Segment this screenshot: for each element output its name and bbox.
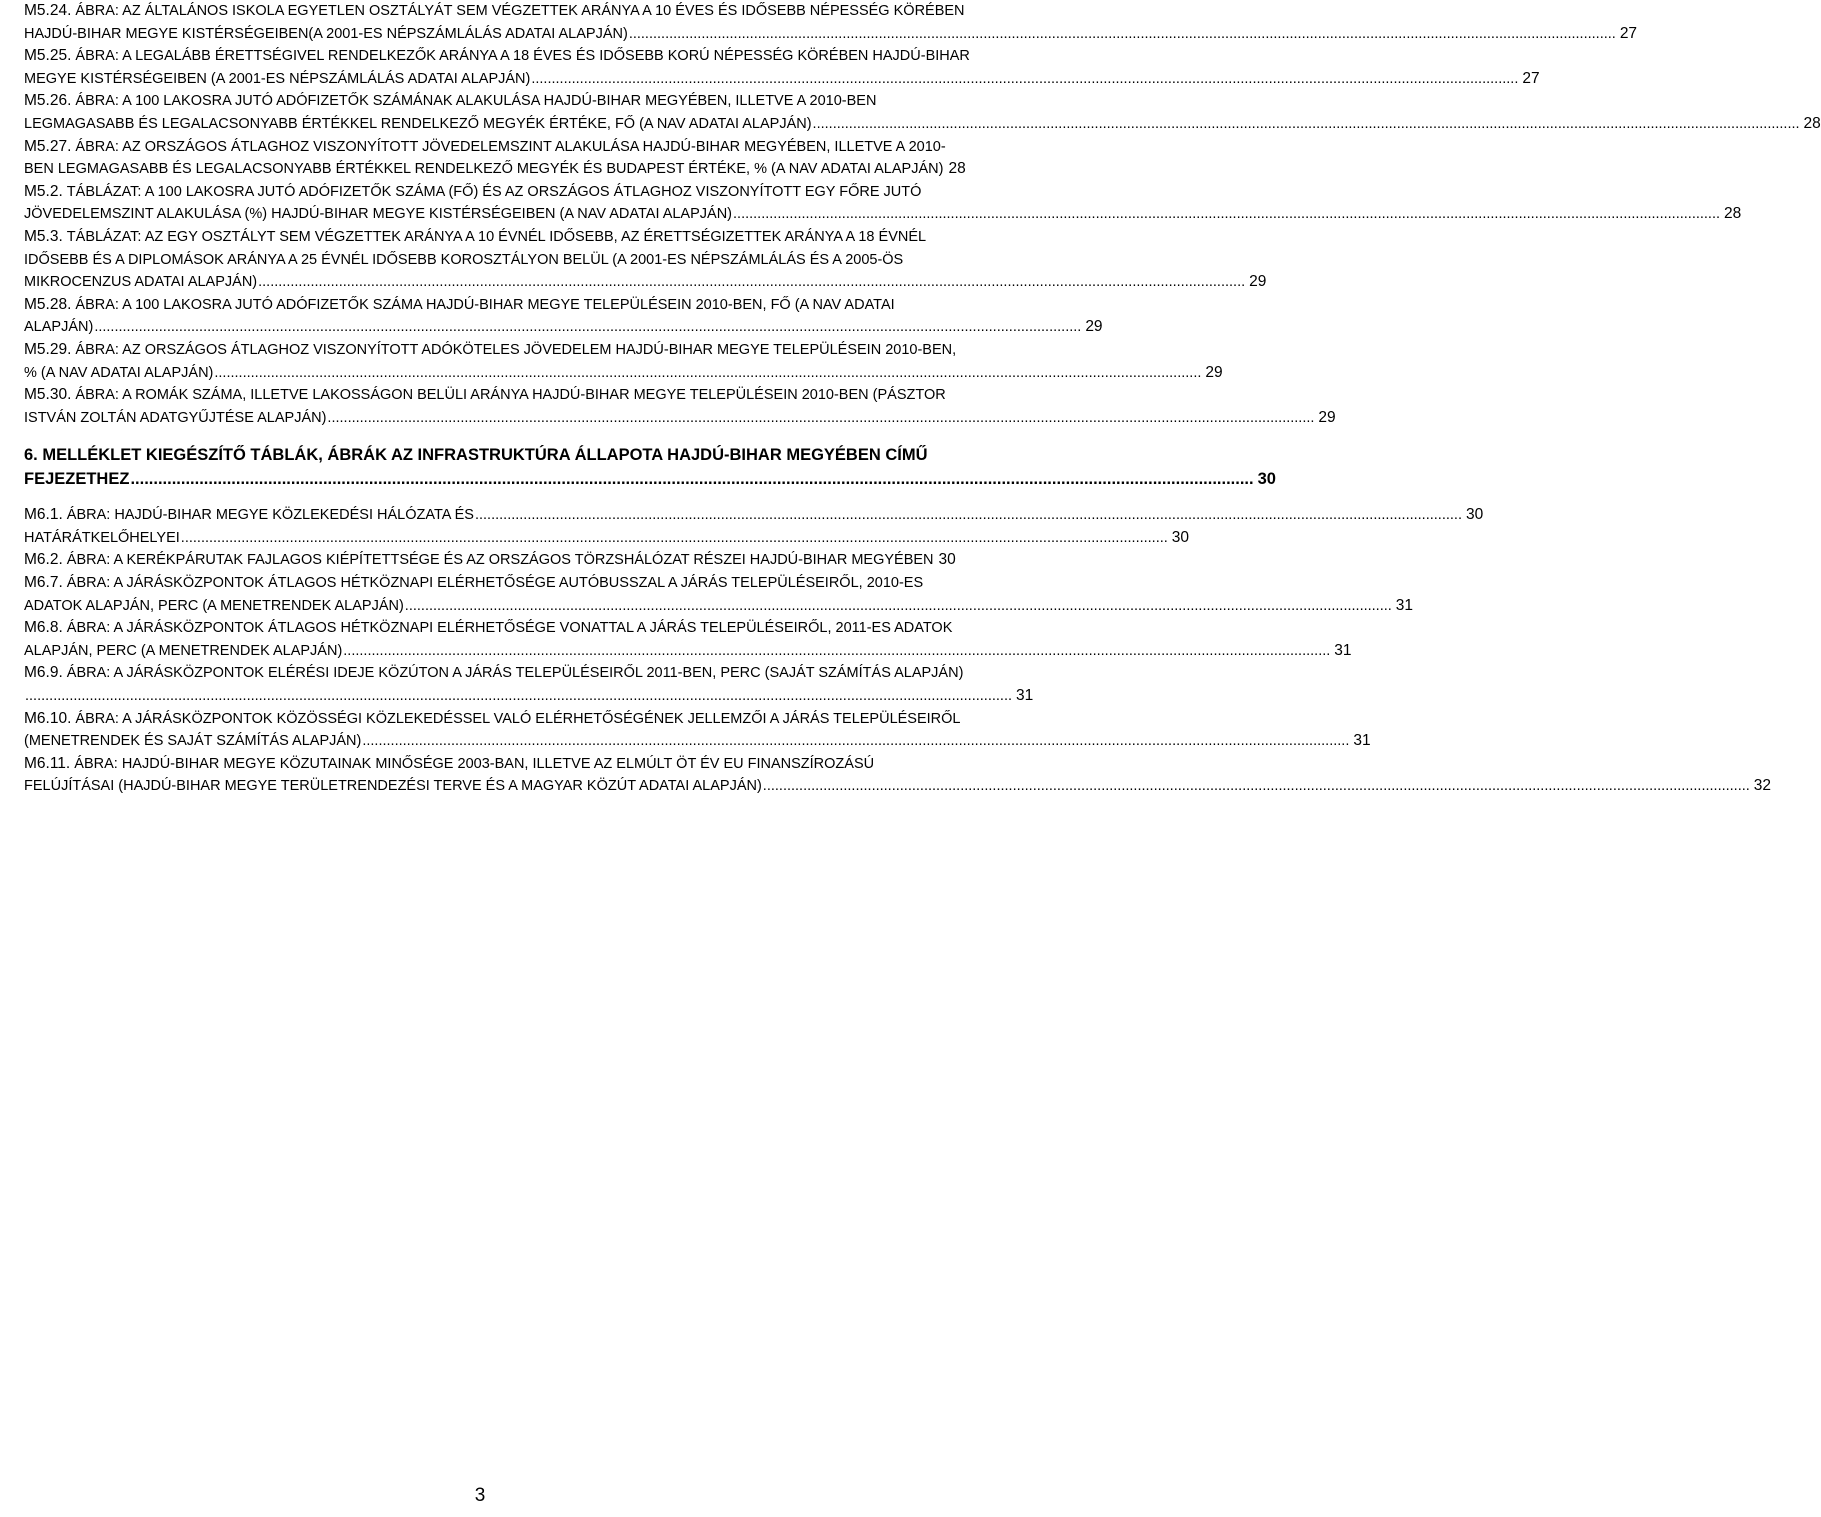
page-ref: 31 bbox=[1334, 641, 1352, 659]
leader-dots bbox=[531, 68, 1518, 91]
toc-chapter-6[interactable]: 6. MELLÉKLET KIEGÉSZÍTŐ TÁBLÁK, ÁBRÁK AZ INFRASTRUKTÚRA ÁLLAPOTA HAJDÚ-BIHAR MEGYÉBEN CÍMŰ FEJEZETHEZ ..... 30 bbox=[24, 443, 936, 491]
page-ref: 30 bbox=[1171, 528, 1190, 546]
toc-entry-m5-table-3[interactable]: M5.3. TÁBLÁZAT: AZ EGY OSZTÁLYT SEM VÉGZETTEK ARÁNYA A 10 ÉVNÉL IDŐSEBB, AZ ÉRETTSÉGIZETTEK ARÁNYA A 18 ÉVNÉL IDŐSEBB ÉS A DIPLOMÁSOK ARÁNYA A 25 ÉVNÉL IDŐSEBB KOROSZTÁLYON BELÜL (A 2001-ES NÉPSZÁMLÁLÁS ÉS A 2005-ÖS MIKROCENZUS ADATAI ALAPJÁN) ..... 29 bbox=[24, 226, 936, 294]
toc-entry-m5-table-2[interactable]: M5.2. TÁBLÁZAT: A 100 LAKOSRA JUTÓ ADÓFIZETŐK SZÁMA (FŐ) ÉS AZ ORSZÁGOS ÁTLAGHOZ VISZONYÍTOTT EGY FŐRE JUTÓ JÖVEDELEMSZINT ALAKULÁSA (%) HAJDÚ-BIHAR MEGYE KISTÉRSÉGEIBEN (A NAV ADATAI ALAPJÁN) ..... 28 bbox=[24, 181, 936, 226]
page-ref: 29 bbox=[1318, 408, 1336, 426]
leader-dots bbox=[214, 362, 1201, 385]
page-ref: 31 bbox=[1353, 732, 1371, 750]
leader-dots bbox=[327, 407, 1314, 430]
toc-entry-m6-11[interactable]: M6.11. ÁBRA: HAJDÚ-BIHAR MEGYE KÖZUTAINAK MINŐSÉGE 2003-BAN, ILLETVE AZ ELMÚLT ÖT ÉV EU FINANSZÍROZÁSÚ FELÚJÍTÁSAI (HAJDÚ-BIHAR MEGYE TERÜLETRENDEZÉSI TERVE ÉS A MAGYAR KÖZÚT ADATAI ALAPJÁN) ..... 32 bbox=[24, 753, 936, 798]
toc-page bbox=[24, 0, 1821, 798]
leader-dots bbox=[130, 467, 1253, 491]
page-ref: 28 bbox=[948, 160, 966, 178]
leader-dots bbox=[94, 316, 1081, 339]
toc-entry-m5-28[interactable]: M5.28. ÁBRA: A 100 LAKOSRA JUTÓ ADÓFIZETŐK SZÁMA HAJDÚ-BIHAR MEGYE TELEPÜLÉSEIN 2010-BEN, FŐ (A NAV ADATAI ALAPJÁN) ..... 29 bbox=[24, 294, 936, 339]
page-ref: 30 bbox=[1465, 506, 1484, 524]
leader-dots bbox=[362, 730, 1349, 753]
leader-dots bbox=[405, 595, 1392, 618]
page-ref: 32 bbox=[1753, 777, 1772, 795]
page-ref: 29 bbox=[1249, 273, 1267, 291]
toc-section-m6 bbox=[24, 504, 1772, 798]
toc-entry-m6-2[interactable]: M6.2. ÁBRA: A KERÉKPÁRUTAK FAJLAGOS KIÉPÍTETTSÉGE ÉS AZ ORSZÁGOS TÖRZSHÁLÓZAT RÉSZEI HAJDÚ-BIHAR MEGYÉBEN 30 bbox=[24, 549, 936, 572]
toc-entry-m6-1b[interactable]: HATÁRÁTKELŐHELYEI ..... 30 bbox=[24, 527, 936, 550]
page-ref: 31 bbox=[1395, 596, 1414, 614]
page-ref: 30 bbox=[1257, 470, 1276, 489]
toc-entry-m5-27[interactable]: M5.27. ÁBRA: AZ ORSZÁGOS ÁTLAGHOZ VISZONYÍTOTT JÖVEDELEMSZINT ALAKULÁSA HAJDÚ-BIHAR MEGYÉBEN, ILLETVE A 2010- BEN LEGMAGASABB ÉS LEGALACSONYABB ÉRTÉKKEL RENDELKEZŐ MEGYÉK ÉS BUDAPEST ÉRTÉKE, % (A NAV ADATAI ALAPJÁN) 28 bbox=[24, 136, 936, 181]
toc-entry-m5-25[interactable]: M5.25. ÁBRA: A LEGALÁBB ÉRETTSÉGIVEL RENDELKEZŐK ARÁNYA A 18 ÉVES ÉS IDŐSEBB KORÚ NÉPESSÉG KÖRÉBEN HAJDÚ-BIHAR MEGYE KISTÉRSÉGEIBEN (A 2001-ES NÉPSZÁMLÁLÁS ADATAI ALAPJÁN) ..... 27 bbox=[24, 45, 936, 90]
toc-entry-m5-30[interactable]: M5.30. ÁBRA: A ROMÁK SZÁMA, ILLETVE LAKOSSÁGON BELÜLI ARÁNYA HAJDÚ-BIHAR MEGYE TELEPÜLÉSEIN 2010-BEN (PÁSZTOR ISTVÁN ZOLTÁN ADATGYŰJTÉSE ALAPJÁN) ..... 29 bbox=[24, 384, 936, 429]
toc-entry-m5-24[interactable]: M5.24. ÁBRA: AZ ÁLTALÁNOS ISKOLA EGYETLEN OSZTÁLYÁT SEM VÉGZETTEK ARÁNYA A 10 ÉVES ÉS IDŐSEBB NÉPESSÉG KÖRÉBEN HAJDÚ-BIHAR MEGYE KISTÉRSÉGEIBEN(A 2001-ES NÉPSZÁMLÁLÁS ADATAI ALAPJÁN) ..... 27 bbox=[24, 0, 936, 45]
toc-entry-m5-29[interactable]: M5.29. ÁBRA: AZ ORSZÁGOS ÁTLAGHOZ VISZONYÍTOTT ADÓKÖTELES JÖVEDELEM HAJDÚ-BIHAR MEGYE TELEPÜLÉSEIN 2010-BEN, % (A NAV ADATAI ALAPJÁN) ..... 29 bbox=[24, 339, 936, 384]
toc-entry-m6-10[interactable]: M6.10. ÁBRA: A JÁRÁSKÖZPONTOK KÖZÖSSÉGI KÖZLEKEDÉSSEL VALÓ ELÉRHETŐSÉGÉNEK JELLEMZŐI A JÁRÁS TELEPÜLÉSEIRŐL (MENETRENDEK ÉS SAJÁT SZÁMÍTÁS ALAPJÁN) ..... 31 bbox=[24, 708, 936, 753]
leader-dots bbox=[629, 23, 1616, 46]
leader-dots bbox=[343, 640, 1330, 663]
page-ref: 29 bbox=[1205, 363, 1223, 381]
leader-dots bbox=[181, 527, 1168, 550]
toc-section-m5 bbox=[24, 0, 1821, 429]
toc-entry-m6-1[interactable]: M6.1. ÁBRA: HAJDÚ-BIHAR MEGYE KÖZLEKEDÉSI HÁLÓZATA ÉS ..... 30 bbox=[24, 504, 936, 527]
page-number: 3 bbox=[474, 1485, 486, 1506]
page-ref: 28 bbox=[1724, 205, 1742, 223]
chapter-title: 6. MELLÉKLET KIEGÉSZÍTŐ TÁBLÁK, ÁBRÁK AZ INFRASTRUKTÚRA ÁLLAPOTA HAJDÚ-BIHAR MEGYÉBEN CÍMŰ bbox=[24, 446, 928, 465]
toc-entry-m6-7[interactable]: M6.7. ÁBRA: A JÁRÁSKÖZPONTOK ÁTLAGOS HÉTKÖZNAPI ELÉRHETŐSÉGE AUTÓBUSSZAL A JÁRÁS TELEPÜLÉSEIRŐL, 2010-ES ADATOK ALAPJÁN, PERC (A MENETRENDEK ALAPJÁN) ..... 31 bbox=[24, 572, 936, 617]
leader-dots bbox=[258, 271, 1245, 294]
leader-dots bbox=[25, 685, 1012, 708]
toc-entry-m6-9[interactable]: M6.9. ÁBRA: A JÁRÁSKÖZPONTOK ELÉRÉSI IDEJE KÖZÚTON A JÁRÁS TELEPÜLÉSEIRŐL 2011-BEN, PERC (SAJÁT SZÁMÍTÁS ALAPJÁN) ..... 31 bbox=[24, 662, 936, 707]
page-ref: 28 bbox=[1803, 114, 1821, 132]
page-ref: 31 bbox=[1016, 687, 1034, 705]
toc-entry-m5-26[interactable]: M5.26. ÁBRA: A 100 LAKOSRA JUTÓ ADÓFIZETŐK SZÁMÁNAK ALAKULÁSA HAJDÚ-BIHAR MEGYÉBEN, ILLETVE A 2010-BEN LEGMAGASABB ÉS LEGALACSONYABB ÉRTÉKKEL RENDELKEZŐ MEGYÉK ÉRTÉKE, FŐ (A NAV ADATAI ALAPJÁN) ..... 28 bbox=[24, 90, 936, 135]
page-ref: 29 bbox=[1085, 318, 1103, 336]
leader-dots bbox=[813, 113, 1800, 136]
leader-dots bbox=[733, 203, 1720, 226]
toc-entry-m6-8[interactable]: M6.8. ÁBRA: A JÁRÁSKÖZPONTOK ÁTLAGOS HÉTKÖZNAPI ELÉRHETŐSÉGE VONATTAL A JÁRÁS TELEPÜLÉSEIRŐL, 2011-ES ADATOK ALAPJÁN, PERC (A MENETRENDEK ALAPJÁN) ..... 31 bbox=[24, 617, 936, 662]
page-ref: 30 bbox=[938, 551, 956, 569]
page-ref: 27 bbox=[1619, 24, 1638, 42]
leader-dots bbox=[475, 504, 1462, 527]
leader-dots bbox=[763, 775, 1750, 798]
page-ref: 27 bbox=[1522, 69, 1540, 87]
